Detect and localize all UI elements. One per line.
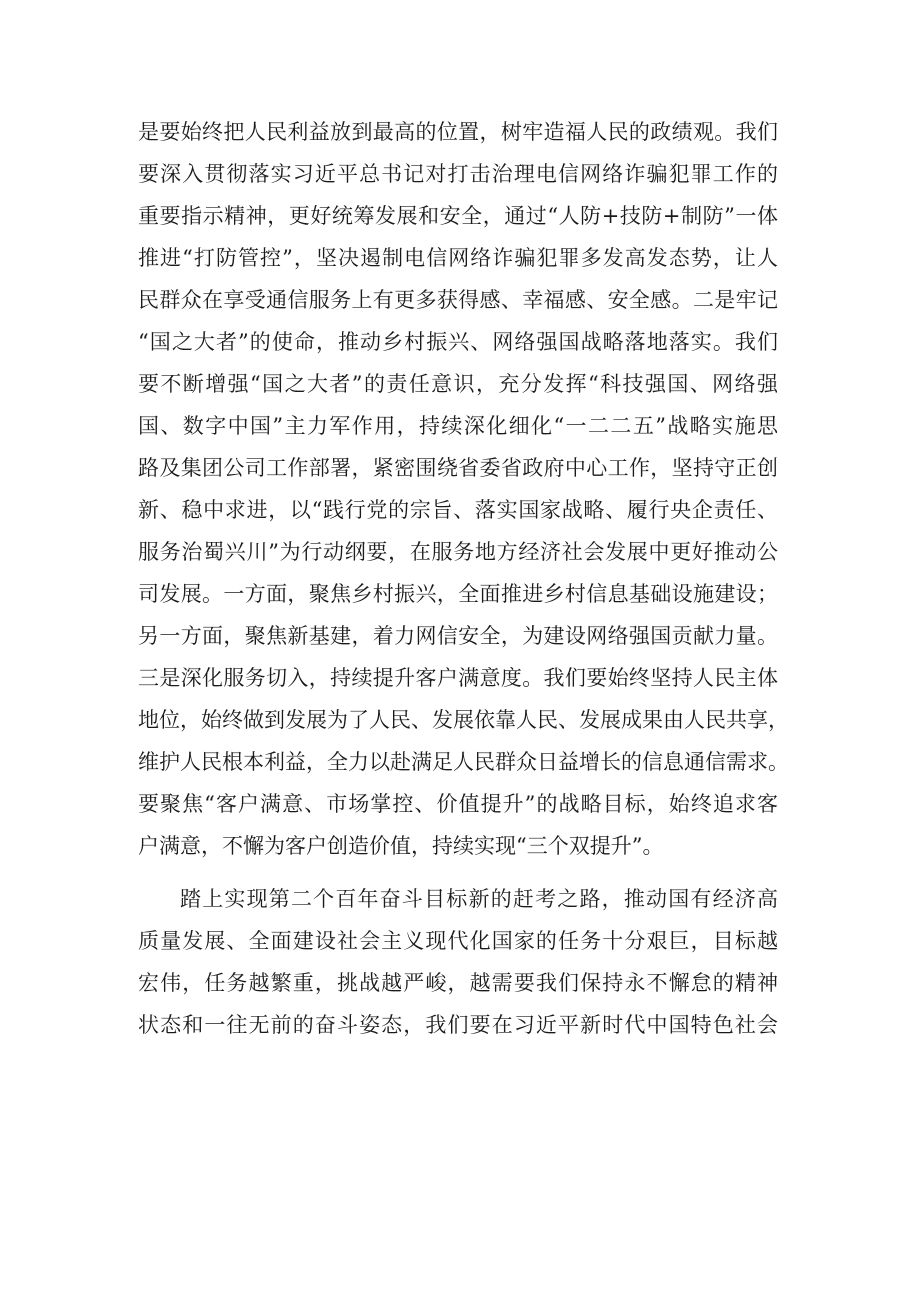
paragraph-line: 要不断增强“国之大者”的责任意识，充分发挥“科技强国、网络强 <box>138 372 778 396</box>
paragraph-line: 要深入贯彻落实习近平总书记对打击治理电信网络诈骗犯罪工作的 <box>138 162 778 186</box>
paragraph-line: 踏上实现第二个百年奋斗目标新的赶考之路，推动国有经济高 <box>180 887 778 911</box>
paragraph-line: “国之大者”的使命，推动乡村振兴、网络强国战略落地落实。我们 <box>138 330 778 354</box>
paragraph-line: 推进“打防管控”，坚决遏制电信网络诈骗犯罪多发高发态势，让人 <box>138 246 778 270</box>
paragraph-line: 路及集团公司工作部署，紧密围绕省委省政府中心工作，坚持守正创 <box>138 456 778 480</box>
paragraph-line: 户满意，不懈为客户创造价值，持续实现“三个双提升”。 <box>138 834 664 858</box>
paragraph-line: 重要指示精神，更好统筹发展和安全，通过“人防+技防+制防”一体 <box>138 204 778 228</box>
paragraph-line: 服务治蜀兴川”为行动纲要，在服务地方经济社会发展中更好推动公 <box>138 540 778 564</box>
paragraph-line: 宏伟，任务越繁重，挑战越严峻，越需要我们保持永不懈怠的精神 <box>138 971 778 995</box>
paragraph-line: 三是深化服务切入，持续提升客户满意度。我们要始终坚持人民主体 <box>138 666 778 690</box>
paragraph-line: 是要始终把人民利益放到最高的位置，树牢造福人民的政绩观。我们 <box>138 120 778 144</box>
paragraph-line: 国、数字中国”主力军作用，持续深化细化“一二二五”战略实施思 <box>138 414 778 438</box>
paragraph-1 <box>138 111 789 867</box>
paragraph-line: 另一方面，聚焦新基建，着力网信安全，为建设网络强国贡献力量。 <box>138 624 778 648</box>
paragraph-line: 要聚焦“客户满意、市场掌控、价值提升”的战略目标，始终追求客 <box>138 792 778 816</box>
paragraph-line: 新、稳中求进，以“践行党的宗旨、落实国家战略、履行央企责任、 <box>138 498 778 522</box>
paragraph-line: 状态和一往无前的奋斗姿态，我们要在习近平新时代中国特色社会 <box>138 1013 778 1037</box>
paragraph-line: 地位，始终做到发展为了人民、发展依靠人民、发展成果由人民共享， <box>138 708 789 732</box>
paragraph-line: 司发展。一方面，聚焦乡村振兴，全面推进乡村信息基础设施建设； <box>138 582 778 606</box>
paragraph-line: 民群众在享受通信服务上有更多获得感、幸福感、安全感。二是牢记 <box>138 288 778 312</box>
paragraph-line: 维护人民根本利益，全力以赴满足人民群众日益增长的信息通信需求。 <box>138 750 789 774</box>
paragraph-line: 质量发展、全面建设社会主义现代化国家的任务十分艰巨，目标越 <box>138 929 778 953</box>
paragraph-2 <box>138 878 778 1046</box>
